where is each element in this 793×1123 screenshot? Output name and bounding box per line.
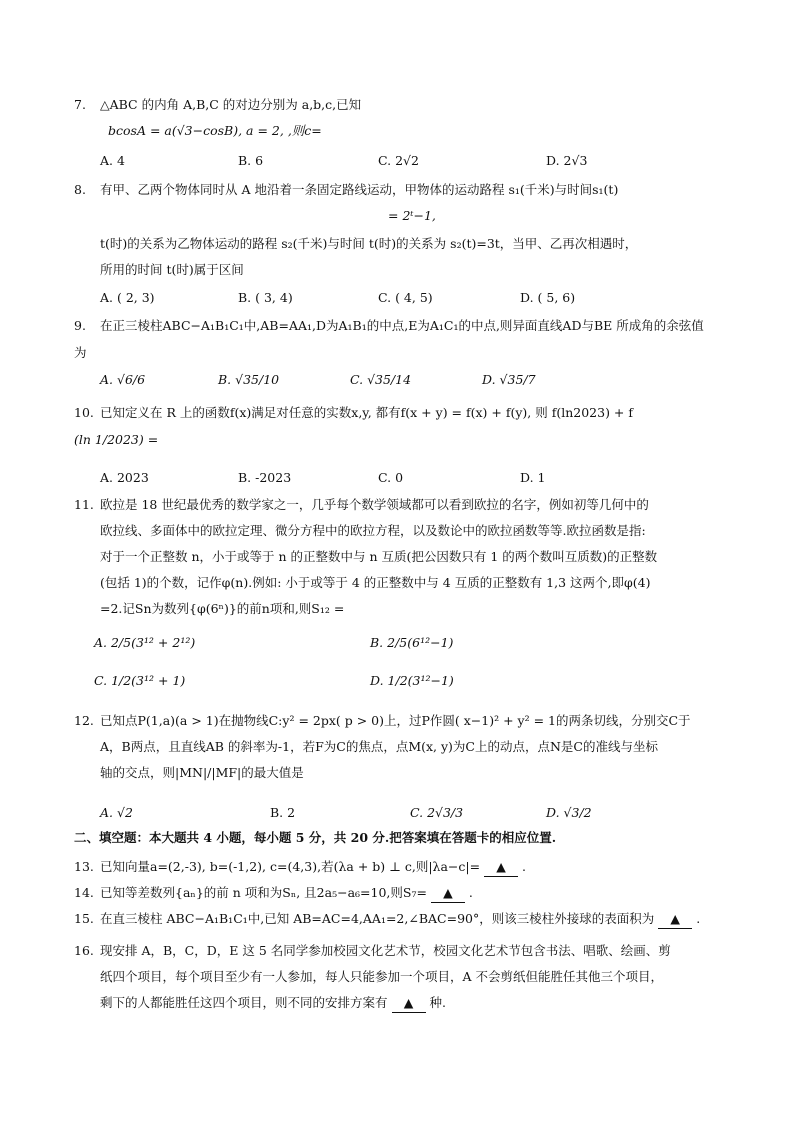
question-text-line1: 欧拉是 18 世纪最优秀的数学家之一，几乎每个数学领域都可以看到欧拉的名字，例如初等几何中的 [100, 497, 649, 512]
question-number: 10. [74, 405, 94, 420]
question-text-line2: 纸四个项目，每个项目至少有一人参加，每人只能参加一个项目，A 不会剪纸但能胜任其他三个项目， [100, 969, 664, 984]
question-9-option-c: C. √35/14 [350, 372, 412, 387]
question-text-line1: 有甲、乙两个物体同时从 A 地沿着一条固定路线运动，甲物体的运动路程 s₁(千米)与时间s₁(t) [100, 182, 619, 197]
option-c: C. 2√2 [378, 153, 419, 168]
question-9-option-b: B. √35/10 [218, 372, 280, 387]
question-text-line3: 轴的交点，则|MN|/|MF|的最大值是 [100, 765, 304, 780]
question-text: 已知向量a=(2,-3), b=(-1,2), c=(4,3),若(λa + b) ⊥ c,则|λa−c|= [100, 859, 481, 874]
question-text-line1: 现安排 A，B，C，D，E 这 5 名同学参加校园文化艺术节，校园文化艺术节包含书法、唱歌、绘画、剪 [100, 943, 671, 958]
question-text-line1: 已知点P(1,a)(a > 1)在抛物线C:y² = 2px( p > 0)上，过P作圆( x−1)² + y² = 1的两条切线，分别交C于 [100, 713, 691, 728]
option-b: B. 6 [238, 153, 264, 168]
question-text-line3: t(时)的关系为乙物体运动的路程 s₂(千米)与时间 t(时)的关系为 s₂(t)=3t，当甲、乙再次相遇时， [100, 236, 638, 251]
question-number: 9. [74, 318, 86, 333]
question-text: 已知等差数列{aₙ}的前 n 项和为Sₙ, 且2a₅−a₆=10,则S₇= [100, 885, 427, 900]
section-heading: 二、填空题：本大题共 4 小题，每小题 5 分，共 20 分.把答案填在答题卡的相应位置. [74, 830, 557, 845]
option-b: B. 2/5(6¹²−1) [370, 635, 454, 650]
question-number: 8. [74, 182, 86, 197]
question-10-option-d: D. 1 [520, 470, 546, 485]
question-number: 15. [74, 911, 94, 926]
question-9-option-d: D. √35/7 [482, 372, 536, 387]
question-number: 14. [74, 885, 94, 900]
question-9-text-line2: 为 [74, 345, 87, 360]
option-d: D. √3/2 [546, 805, 592, 820]
question-text-line1: 已知定义在 R 上的函数f(x)满足对任意的实数x,y, 都有f(x + y) = f(x) + f(y), 则 f(ln2023) + f [100, 405, 633, 420]
option-c: C. ( 4, 5) [378, 290, 433, 305]
question-number: 11. [74, 497, 94, 512]
option-b: B. ( 3, 4) [238, 290, 293, 305]
question-text-line4: (包括 1)的个数，记作φ(n).例如: 小于或等于 4 的正整数中与 4 互质的正整数有 1,3 这两个,即φ(4) [100, 575, 651, 590]
question-text: 在直三棱柱 ABC−A₁B₁C₁中,已知 AB=AC=4,AA₁=2,∠BAC=90°，则该三棱柱外接球的表面积为 [100, 911, 655, 926]
option-a: A. 2/5(3¹² + 2¹²) [94, 635, 196, 650]
question-10-option-b: B. -2023 [238, 470, 292, 485]
option-d: D. ( 5, 6) [520, 290, 576, 305]
question-tail: . [696, 911, 701, 926]
answer-blank[interactable]: ▲ [658, 910, 692, 929]
answer-blank[interactable]: ▲ [392, 994, 426, 1013]
option-b: B. 2 [270, 805, 296, 820]
question-text-line2: 欧拉线、多面体中的欧拉定理、微分方程中的欧拉方程，以及数论中的欧拉函数等等.欧拉函数是指: [100, 523, 646, 538]
question-9-option-a: A. √6/6 [100, 372, 146, 387]
option-d: D. 1/2(3¹²−1) [370, 673, 454, 688]
question-number: 12. [74, 713, 94, 728]
option-a: A. ( 2, 3) [100, 290, 155, 305]
question-text-line3: 剩下的人都能胜任这四个项目，则不同的安排方案有 [100, 995, 388, 1010]
option-d: D. 2√3 [546, 153, 588, 168]
question-text-line5: =2.记Sn为数列{φ(6ⁿ)}的前n项和,则S₁₂ = [100, 601, 345, 616]
option-c: C. 1/2(3¹² + 1) [94, 673, 186, 688]
option-c: C. 2√3/3 [410, 805, 464, 820]
question-formula: bcosA = a(√3−cosB), a = 2, ,则c= [108, 123, 322, 138]
question-number: 16. [74, 943, 94, 958]
question-10-text-line2: (ln 1/2023) = [74, 432, 159, 447]
question-text-line1: 在正三棱柱ABC−A₁B₁C₁中,AB=AA₁,D为A₁B₁的中点,E为A₁C₁的中点,则异面直线AD与BE 所成角的余弦值 [100, 318, 704, 333]
answer-blank[interactable]: ▲ [431, 884, 465, 903]
question-tail: 种. [429, 995, 446, 1010]
question-text-line2: A，B两点，且直线AB 的斜率为-1，若F为C的焦点，点M(x, y)为C上的动点，点N是C的准线与坐标 [100, 739, 658, 754]
answer-blank[interactable]: ▲ [484, 858, 518, 877]
question-number: 7. [74, 97, 86, 112]
question-10-option-a: A. 2023 [100, 470, 149, 485]
question-10-option-c: C. 0 [378, 470, 404, 485]
question-tail: . [468, 885, 473, 900]
question-number: 13. [74, 859, 94, 874]
question-text: △ABC 的内角 A,B,C 的对边分别为 a,b,c,已知 [100, 97, 362, 112]
question-formula: = 2ᵗ−1, [388, 208, 436, 223]
option-a: A. 4 [100, 153, 125, 168]
question-text-line3: 对于一个正整数 n，小于或等于 n 的正整数中与 n 互质(把公因数只有 1 的两个数叫互质数)的正整数 [100, 549, 658, 564]
question-tail: . [522, 859, 527, 874]
question-text-line4: 所用的时间 t(时)属于区间 [100, 262, 244, 277]
option-a: A. √2 [100, 805, 133, 820]
